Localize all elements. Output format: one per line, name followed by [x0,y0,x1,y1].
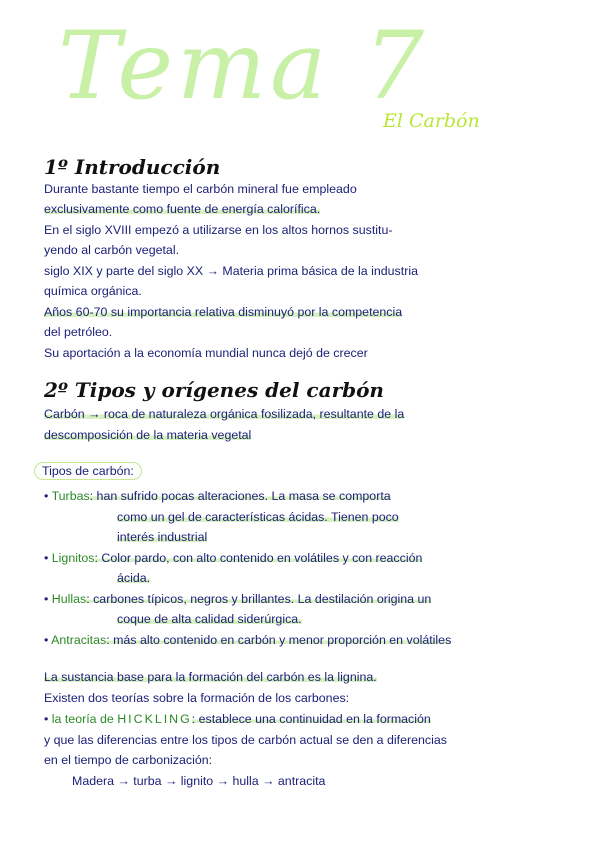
type-description-line: coque de alta calidad siderúrgica. [117,612,302,626]
intro-line: En el siglo XVIII empezó a utilizarse en los altos hornos sustitu- [44,223,393,237]
intro-line: exclusivamente como fuente de energía calorífica. [44,202,321,216]
section-heading-introduccion: 1º Introducción [44,155,221,179]
types-label: Tipos de carbón: [34,462,142,480]
coal-sequence: Madera → turba → lignito → hulla → antracita [72,774,326,788]
intro-line: química orgánica. [44,284,142,298]
type-description: : han sufrido pocas alteraciones. La masa se comporta [89,489,391,503]
intro-line: siglo XIX y parte del siglo XX → Materia prima básica de la industria [44,264,418,278]
bullet-dot: • [44,633,52,647]
intro-line: Su aportación a la economía mundial nunca dejó de crecer [44,346,368,360]
type-name: Lignitos [51,551,95,565]
page-subtitle: El Carbón [383,110,480,132]
intro-line: yendo al carbón vegetal. [44,243,180,257]
theory-description: : establece una continuidad en la formación [191,712,431,726]
type-description-line: interés industrial [117,530,208,544]
intro-line: Años 60-70 su importancia relativa disminuyó por la competencia [44,305,403,319]
bullet-dot: • [44,551,52,565]
page-title: Tema 7 [58,12,428,121]
intro-line: Durante bastante tiempo el carbón mineral fue empleado [44,182,357,196]
theory-name: HICKLING [117,712,192,726]
bullet-dot: • [44,489,52,503]
type-description: : carbones típicos, negros y brillantes. La destilación origina un [86,592,432,606]
type-item-turbas [44,488,391,504]
paragraph-line: La sustancia base para la formación del carbón es la lignina. [44,670,377,684]
definition-line: descomposición de la materia vegetal [44,428,252,442]
theory-prefix: la teoría de [51,712,114,726]
bullet-dot: • [44,712,52,726]
type-description-line: ácida. [117,571,151,585]
type-item-antracitas [44,632,451,648]
definition-line: Carbón → roca de naturaleza orgánica fosilizada, resultante de la [44,407,405,421]
type-name: Antracitas [51,633,107,647]
type-description: : Color pardo, con alto contenido en volátiles y con reacción [94,551,423,565]
paragraph-line: Existen dos teorías sobre la formación de los carbones: [44,691,350,705]
theory-line: y que las diferencias entre los tipos de carbón actual se den a diferencias [44,733,447,747]
type-description: : más alto contenido en carbón y menor proporción en volátiles [106,633,452,647]
type-name: Turbas [51,489,90,503]
theory-item [44,711,431,727]
type-name: Hullas [51,592,87,606]
bullet-dot: • [44,592,52,606]
type-item-lignitos [44,550,422,566]
type-description-line: como un gel de características ácidas. Tienen poco [117,510,399,524]
intro-line: del petróleo. [44,325,113,339]
theory-line: en el tiempo de carbonización: [44,753,213,767]
section-heading-tipos-origenes: 2º Tipos y orígenes del carbón [44,378,384,402]
type-item-hullas [44,591,431,607]
